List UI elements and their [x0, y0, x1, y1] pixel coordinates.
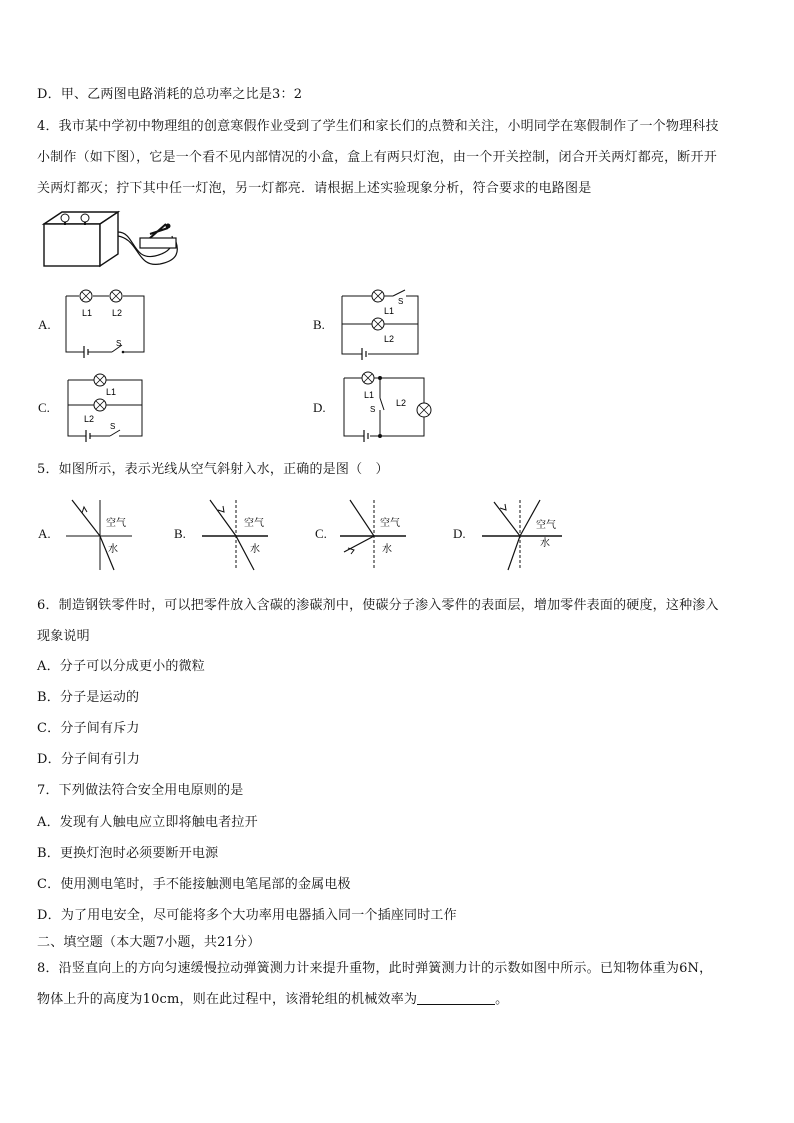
svg-text:S: S	[110, 422, 116, 431]
q5-option-c-label: C.	[315, 526, 327, 541]
q4-stem-line1: 4．我市某中学初中物理组的创意寒假作业受到了学生们和家长们的点赞和关注，小明同学在寒假制作了一个物理科技	[37, 119, 719, 134]
q5-option-d-label: D.	[453, 526, 466, 541]
q8-line1: 8．沿竖直向上的方向匀速缓慢拉动弹簧测力计来提升重物，此时弹簧测力计的示数如图中所示。已知物体重为6N，	[37, 961, 713, 976]
q4-stem-line2: 小制作（如下图），它是一个看不见内部情况的小盒，盒上有两只灯泡，由一个开关控制，闭合开关两灯都亮，断开开	[37, 150, 717, 165]
q5-diagram-b	[200, 496, 270, 572]
svg-text:水: 水	[382, 544, 392, 555]
q4-circuit-c	[64, 372, 146, 444]
q4-box-illustration	[40, 206, 185, 272]
svg-text:S: S	[398, 297, 404, 306]
q7-option-a: A．发现有人触电应立即将触电者拉开	[37, 815, 258, 830]
q4-option-c-label: C.	[38, 400, 50, 415]
q5-stem: 5．如图所示，表示光线从空气斜射入水，正确的是图（ ）	[37, 462, 389, 477]
q4-circuit-b	[338, 288, 422, 360]
q7-option-d: D．为了用电安全，尽可能将多个大功率用电器插入同一个插座同时工作	[37, 908, 457, 923]
q6-stem-line1: 6．制造钢铁零件时，可以把零件放入含碳的渗碳剂中，使碳分子渗入零件的表面层，增加零件表面的硬度，这种渗入	[37, 598, 719, 613]
label-l1: L1	[82, 308, 93, 318]
svg-text:空气: 空气	[380, 518, 400, 529]
svg-text:L2: L2	[84, 414, 95, 424]
q7-stem: 7．下列做法符合安全用电原则的是	[37, 783, 244, 798]
svg-text:水: 水	[250, 544, 260, 555]
q4-option-b-label: B.	[313, 317, 325, 332]
svg-text:水: 水	[540, 538, 550, 549]
svg-text:L2: L2	[396, 398, 407, 408]
q6-option-b: B．分子是运动的	[37, 690, 140, 705]
q4-circuit-d	[340, 370, 440, 442]
svg-text:空气: 空气	[536, 520, 556, 531]
svg-text:L1: L1	[364, 390, 375, 400]
q5-diagram-a	[64, 496, 134, 572]
svg-text:空气: 空气	[244, 518, 264, 529]
q6-option-d: D．分子间有引力	[37, 752, 141, 767]
q4-option-a-label: A.	[38, 317, 51, 332]
label-s: S	[116, 339, 122, 348]
answer-blank[interactable]	[417, 992, 495, 1005]
q7-option-b: B．更换灯泡时必须要断开电源	[37, 846, 219, 861]
q5-option-a-label: A.	[38, 526, 51, 541]
q6-option-c: C．分子间有斥力	[37, 721, 140, 736]
q6-option-a: A．分子可以分成更小的微粒	[37, 659, 205, 674]
section-title: 二、填空题（本大题7小题，共21分）	[37, 935, 261, 950]
svg-text:空气: 空气	[106, 518, 126, 529]
label-l2: L2	[112, 308, 123, 318]
q8-line2: 物体上升的高度为10cm，则在此过程中，该滑轮组的机械效率为 。	[37, 992, 509, 1007]
svg-text:S: S	[370, 405, 376, 414]
svg-text:L2: L2	[384, 334, 395, 344]
q7-option-c: C．使用测电笔时，手不能接触测电笔尾部的金属电极	[37, 877, 351, 892]
q4-stem-line3: 关两灯都灭；拧下其中任一灯泡，另一灯都亮．请根据上述实验现象分析，符合要求的电路图是	[37, 181, 592, 196]
svg-text:L1: L1	[106, 387, 117, 397]
svg-text:L1: L1	[384, 306, 395, 316]
q4-circuit-a	[64, 288, 146, 358]
q5-diagram-c	[338, 496, 408, 572]
q5-diagram-d	[480, 496, 564, 572]
q6-stem-line2: 现象说明	[37, 629, 90, 644]
q3-option-d: D．甲、乙两图电路消耗的总功率之比是3：2	[37, 87, 303, 102]
q5-option-b-label: B.	[174, 526, 186, 541]
q4-option-d-label: D.	[313, 400, 326, 415]
svg-text:水: 水	[108, 544, 118, 555]
